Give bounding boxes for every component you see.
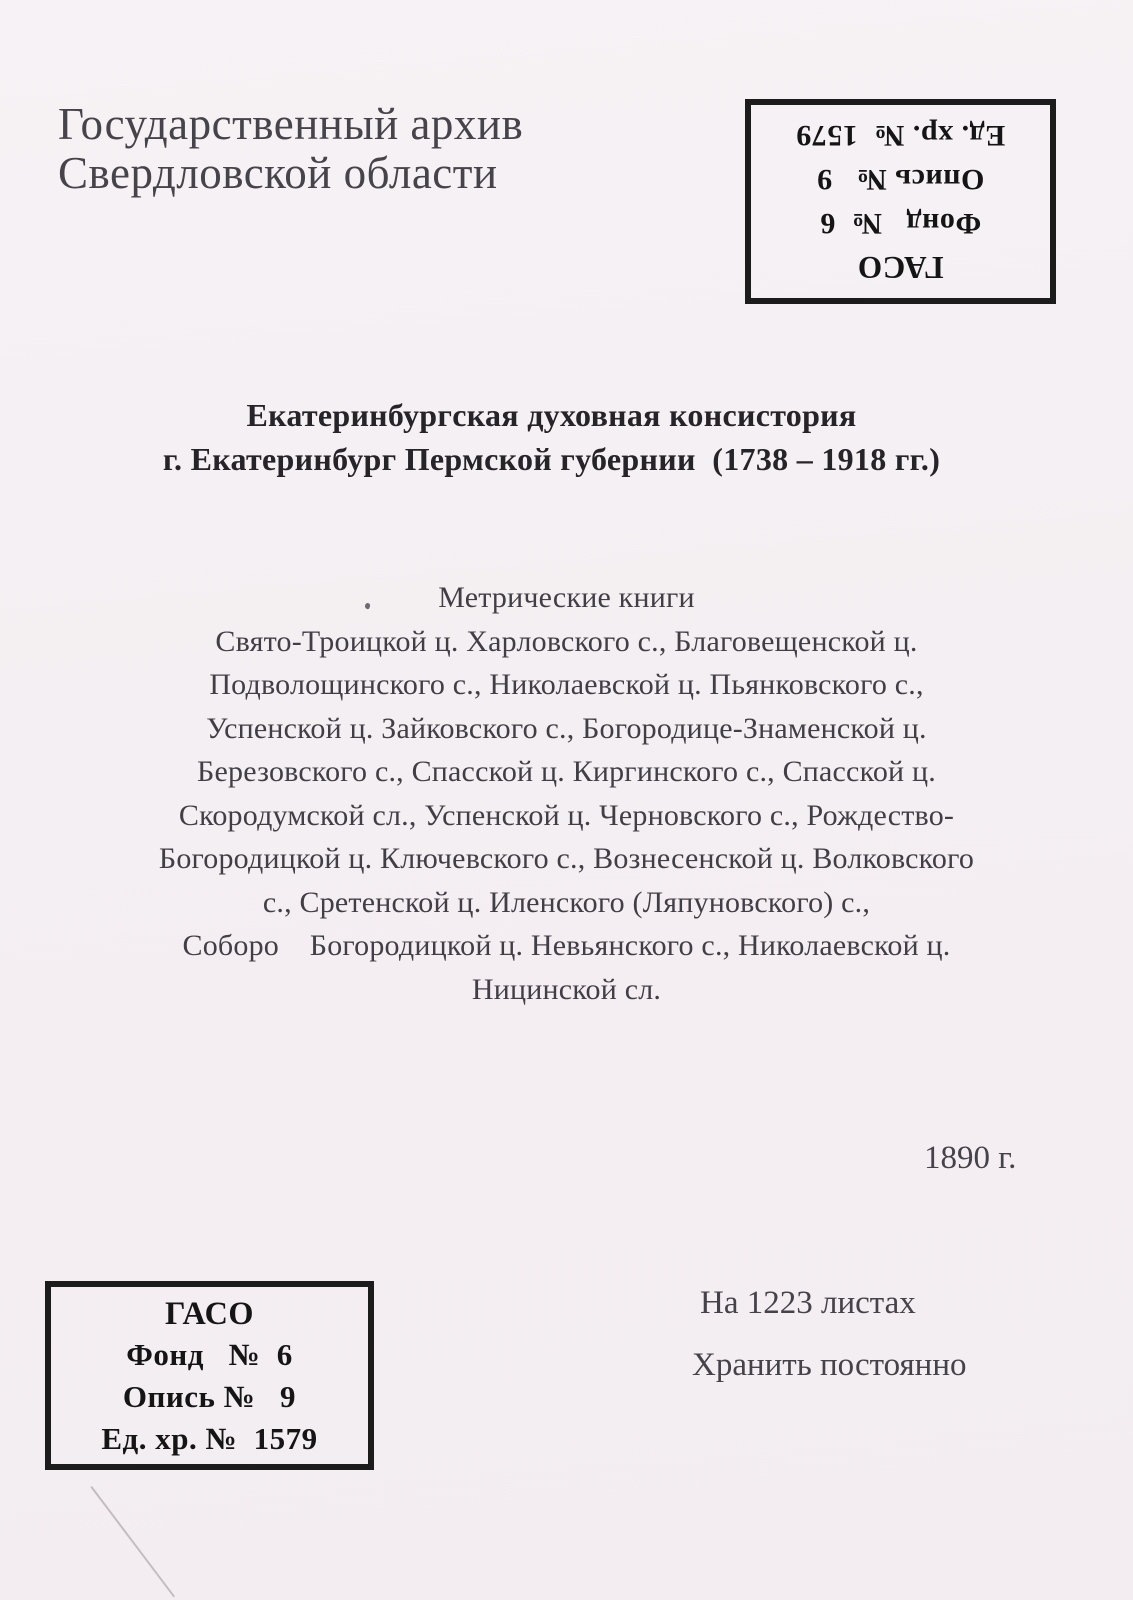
- contents-line: с., Сретенской ц. Иленского (Ляпуновского) с.,: [262, 885, 871, 919]
- stamp-fond-line: Фонд № 6: [126, 1336, 293, 1372]
- contents-line: Успенской ц. Зайковского с., Богородице-Знаменской ц.: [206, 711, 927, 745]
- stamp-inventory-line: Опись № 9: [122, 1378, 297, 1414]
- stamp-storage-unit-line: Ед. хр. № 1579: [795, 119, 1006, 153]
- archive-stamp: [45, 1281, 374, 1470]
- contents-description: [0, 576, 1133, 1011]
- case-title: [0, 393, 1103, 481]
- contents-line: Соборо Богородицкой ц. Невьянского с., Николаевской ц.: [182, 929, 951, 962]
- contents-line: Скородумской сл., Успенской ц. Черновского с., Рождество-: [178, 798, 955, 832]
- archive-stamp-inverted: [745, 99, 1056, 304]
- case-title-line1: Екатеринбургская духовная консистория: [246, 397, 857, 433]
- archive-name: [58, 100, 523, 198]
- paper-crease-line: [91, 1486, 175, 1597]
- stamp-storage-unit-line: Ед. хр. № 1579: [101, 1420, 318, 1456]
- retention-label: Хранить постоянно: [692, 1347, 967, 1383]
- contents-line: Березовского с., Спасской ц. Киргинского с., Спасской ц.: [197, 755, 936, 788]
- contents-line: Подволощинского с., Николаевской ц. Пьянковского с.,: [209, 668, 924, 701]
- contents-line: Богородицкой ц. Ключевского с., Вознесенской ц. Волковского: [158, 842, 975, 875]
- stamp-org-label: ГАСО: [857, 250, 944, 286]
- stamp-fond-line: Фонд № 6: [819, 207, 982, 241]
- contents-heading: Метрические книги: [438, 581, 695, 614]
- case-title-line2: г. Екатеринбург Пермской губернии (1738 – 1918 гг.): [162, 441, 941, 477]
- archive-name-line2: Свердловской области: [58, 148, 498, 198]
- archive-name-line1: Государственный архив: [58, 99, 524, 149]
- stamp-inventory-line: Опись № 9: [816, 163, 985, 197]
- stamp-org-label: ГАСО: [164, 1294, 255, 1331]
- sheet-count-label: На 1223 листах: [700, 1285, 916, 1321]
- year-label: 1890 г.: [924, 1140, 1017, 1176]
- contents-line: Ницинской сл.: [471, 972, 662, 1006]
- contents-line: Свято-Троицкой ц. Харловского с., Благовещенской ц.: [215, 624, 918, 658]
